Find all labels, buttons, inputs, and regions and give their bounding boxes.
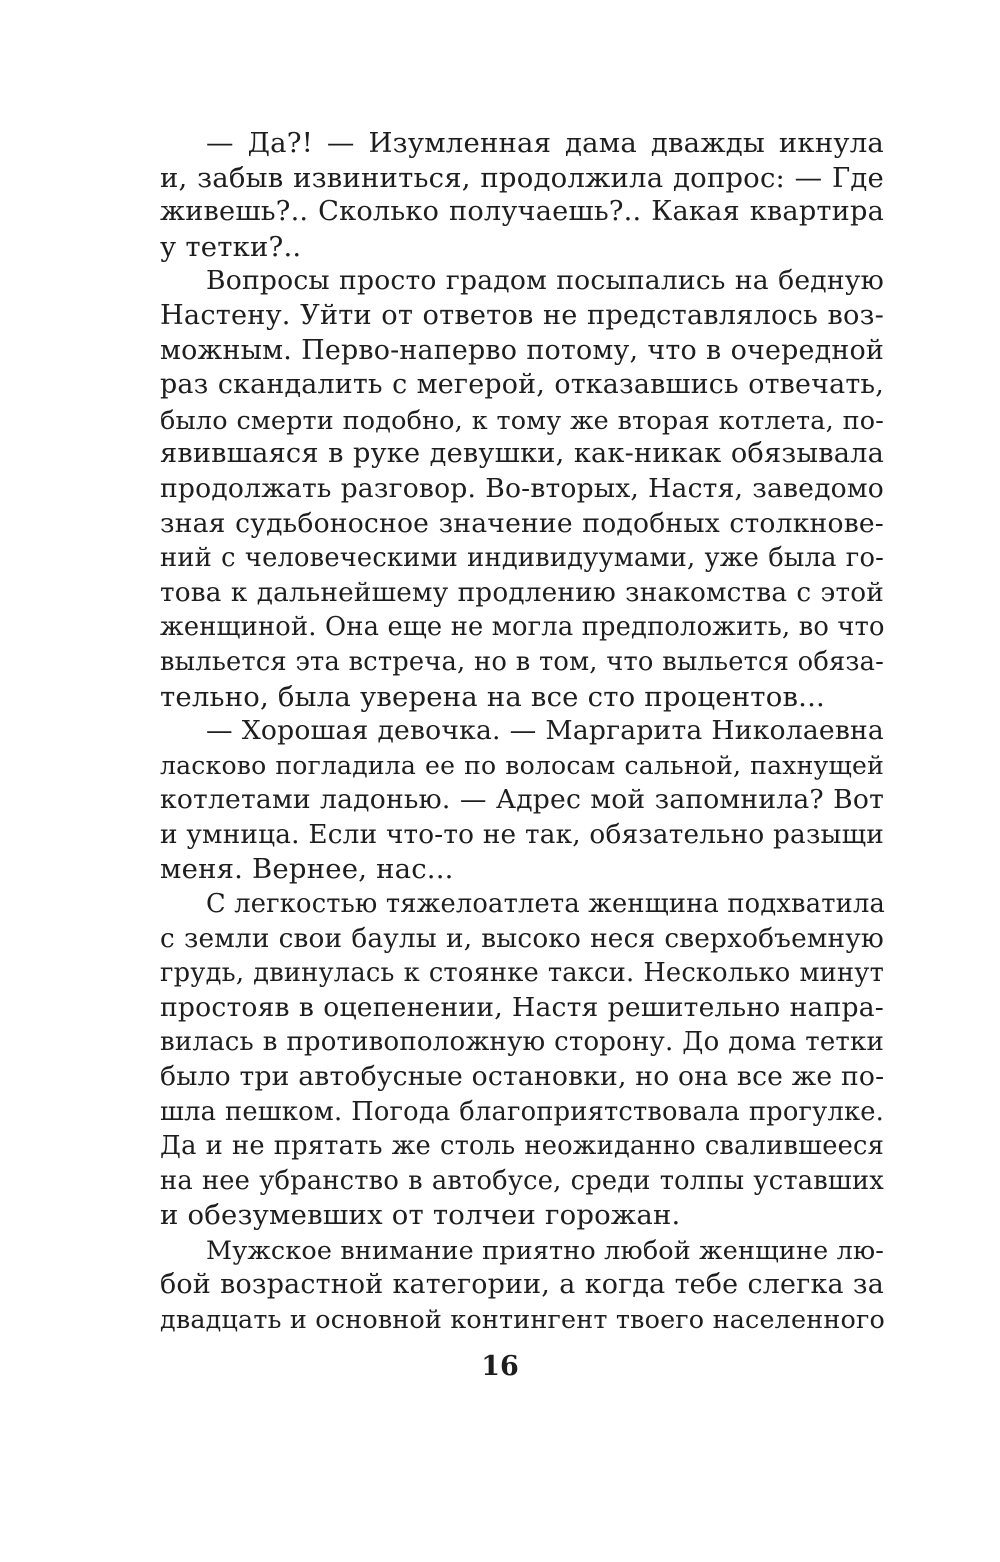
text-line: простояв в оцепенении, Настя решительно напра- [160, 991, 884, 1023]
text-line: и, забыв извиниться, продолжила допрос: — Где [160, 161, 884, 194]
text-line: Да и не прятать же столь неожиданно свалившееся [160, 1131, 884, 1162]
text-line: Вопросы просто градом посыпались на бедную [206, 265, 884, 297]
text-line: раз скандалить с мегерой, отказавшись отвечать, [160, 369, 884, 401]
text-line: меня. Вернее, нас... [160, 853, 454, 886]
text-line: Настену. Уйти от ответов не представлялось воз- [160, 299, 884, 331]
page-number: 16 [481, 1351, 519, 1382]
text-line: с земли свои баулы и, высоко неся сверхобъемную [160, 923, 884, 954]
text-line: женщиной. Она еще не могла предположить, во что [160, 612, 885, 643]
text-line: — Хорошая девочка. — Маргарита Николаевна [206, 715, 884, 747]
text-line: на нее убранство в автобусе, среди толпы уставших [160, 1165, 884, 1196]
text-line: бой возрастной категории, а когда тебе слегка за [160, 1268, 884, 1300]
text-line: было три автобусные остановки, но она все же по- [160, 1061, 885, 1093]
text-line: было смерти подобно, к тому же вторая котлета, по- [160, 404, 884, 435]
text-line: шла пешком. Погода благоприятствовала прогулке. [160, 1096, 884, 1127]
text-line: явившаяся в руке девушки, как-никак обязывала [160, 438, 884, 470]
text-line: продолжать разговор. Во-вторых, Настя, заведомо [160, 472, 884, 504]
text-line: грудь, двинулась к стоянке такси. Несколько минут [160, 958, 884, 989]
text-line: вилась в противоположную сторону. До дома тетки [160, 1027, 884, 1058]
text-line: С легкостью тяжелоатлета женщина подхватила [206, 889, 885, 920]
text-line: и умница. Если что-то не так, обязательно разыщи [160, 819, 884, 850]
text-line: Мужское внимание приятно любой женщине лю- [206, 1235, 885, 1265]
text-line: ний с человеческими индивидуумами, уже была го- [160, 543, 884, 574]
text-line: двадцать и основной контингент твоего населенного [160, 1304, 885, 1335]
text-line: можным. Перво-наперво потому, что в очередной [160, 334, 884, 366]
text-line: зная судьбоносное значение подобных столкнове- [160, 507, 884, 539]
text-line: — Да?! — Изумленная дама дважды икнула [206, 127, 884, 159]
text-line: котлетами ладонью. — Адрес мой запомнила? Вот [160, 784, 884, 816]
text-line: и обезумевших от толчеи горожан. [160, 1199, 681, 1232]
page-body-text [160, 126, 884, 1337]
text-line: живешь?.. Сколько получаешь?.. Какая квартира [160, 196, 884, 228]
text-line: у тетки?.. [160, 230, 302, 263]
text-line: выльется эта встреча, но в том, что выльется обяза- [160, 646, 884, 677]
text-line: това к дальнейшему продлению знакомства с этой [160, 577, 884, 608]
text-line: ласково погладила ее по волосам сальной, пахнущей [160, 750, 884, 780]
text-line: тельно, была уверена на все сто процентов... [160, 680, 825, 713]
